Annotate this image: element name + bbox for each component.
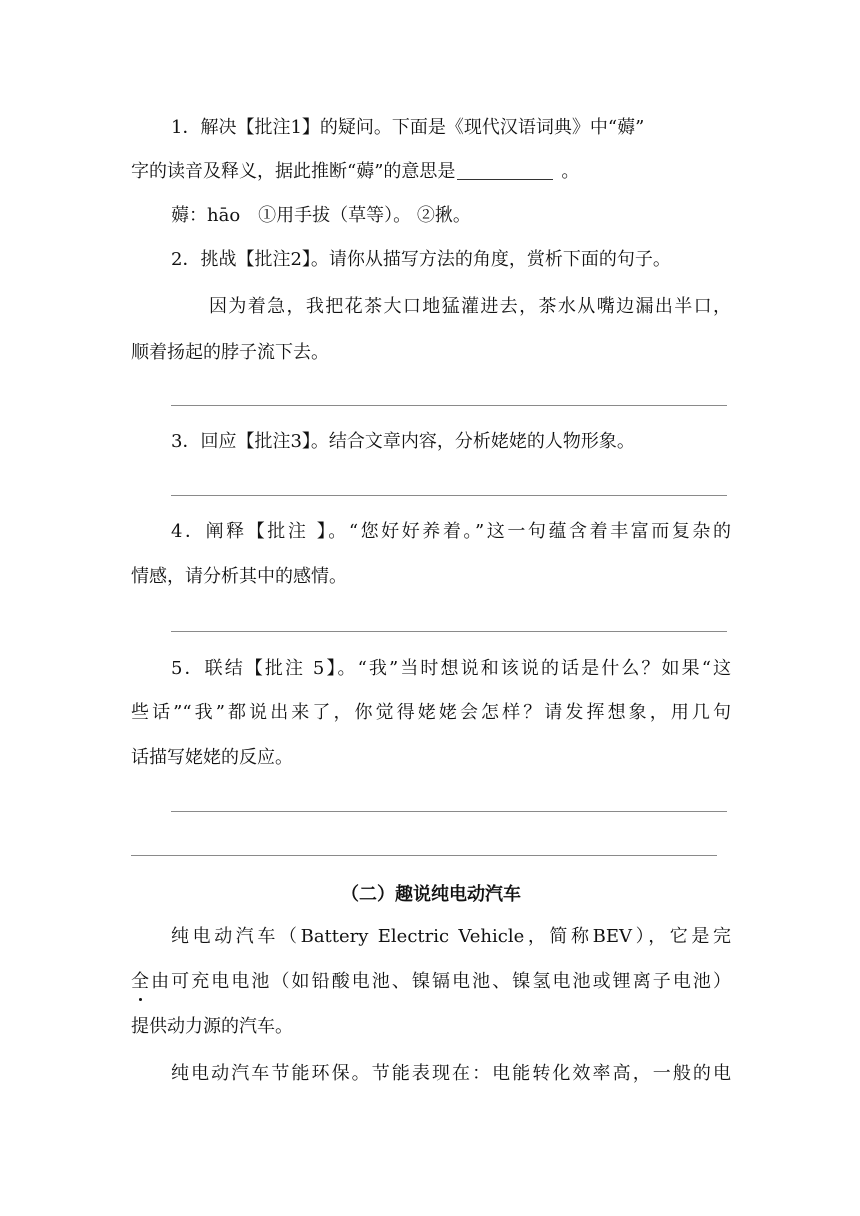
answer-line-q3[interactable] xyxy=(171,495,727,496)
paragraph-1-line-1 xyxy=(171,924,731,950)
paragraph-1-line-2-text: 由可充电电池（如铅酸电池、镍镉电池、镍氢电池或锂离子电池） xyxy=(149,971,731,992)
question-1-line-2 xyxy=(131,159,731,185)
question-4-line-1: 4．阐释【批注 】。“您好好养着。”这一句蕴含着丰富而复杂的 xyxy=(171,521,731,542)
question-1-line-2-end: 。 xyxy=(561,161,580,182)
quoted-sentence-line-1: 因为着急，我把花茶大口地猛灌进去，茶水从嘴边漏出半口， xyxy=(209,296,731,317)
question-5-line-1: 5．联结【批注 5】。“我”当时想说和该说的话是什么？如果“这 xyxy=(171,658,731,679)
question-1-line-1: 1．解决【批注1】的疑问。下面是《现代汉语词典》中“薅” xyxy=(171,117,645,138)
answer-blank[interactable] xyxy=(457,161,553,180)
section-2-title: （二）趣说纯电动汽车 xyxy=(341,884,521,905)
answer-line-q4[interactable] xyxy=(171,631,727,632)
question-4-line-2: 情感，请分析其中的感情。 xyxy=(131,566,347,587)
question-5-line-2: 些话”“我”都说出来了，你觉得姥姥会怎样？请发挥想象，用几句 xyxy=(131,702,731,723)
answer-line-q5[interactable] xyxy=(171,811,727,812)
emphasis-char: 全 xyxy=(131,969,149,995)
paragraph-2-line-1: 纯电动汽车节能环保。节能表现在：电能转化效率高，一般的电 xyxy=(171,1063,731,1084)
question-1-line-2-text: 字的读音及释义，据此推断“薅”的意思是 xyxy=(131,161,456,182)
question-3-line-1: 3．回应【批注3】。结合文章内容，分析姥姥的人物形象。 xyxy=(171,431,635,452)
question-5-line-3: 话描写姥姥的反应。 xyxy=(131,747,293,768)
section-divider xyxy=(131,855,717,856)
paragraph-1-line-1-text: 纯电动汽车（Battery Electric Vehicle，简称BEV），它是完 xyxy=(171,926,731,947)
paragraph-1-line-3: 提供动力源的汽车。 xyxy=(131,1016,293,1037)
dictionary-entry: 薅：hāo ①用手拔（草等）。 ②揪。 xyxy=(171,205,471,226)
paragraph-1-line-2 xyxy=(131,969,731,995)
quoted-sentence-line-2: 顺着扬起的脖子流下去。 xyxy=(131,342,329,363)
answer-line-q2[interactable] xyxy=(171,405,727,406)
question-2-line-1: 2．挑战【批注2】。请你从描写方法的角度，赏析下面的句子。 xyxy=(171,249,671,270)
